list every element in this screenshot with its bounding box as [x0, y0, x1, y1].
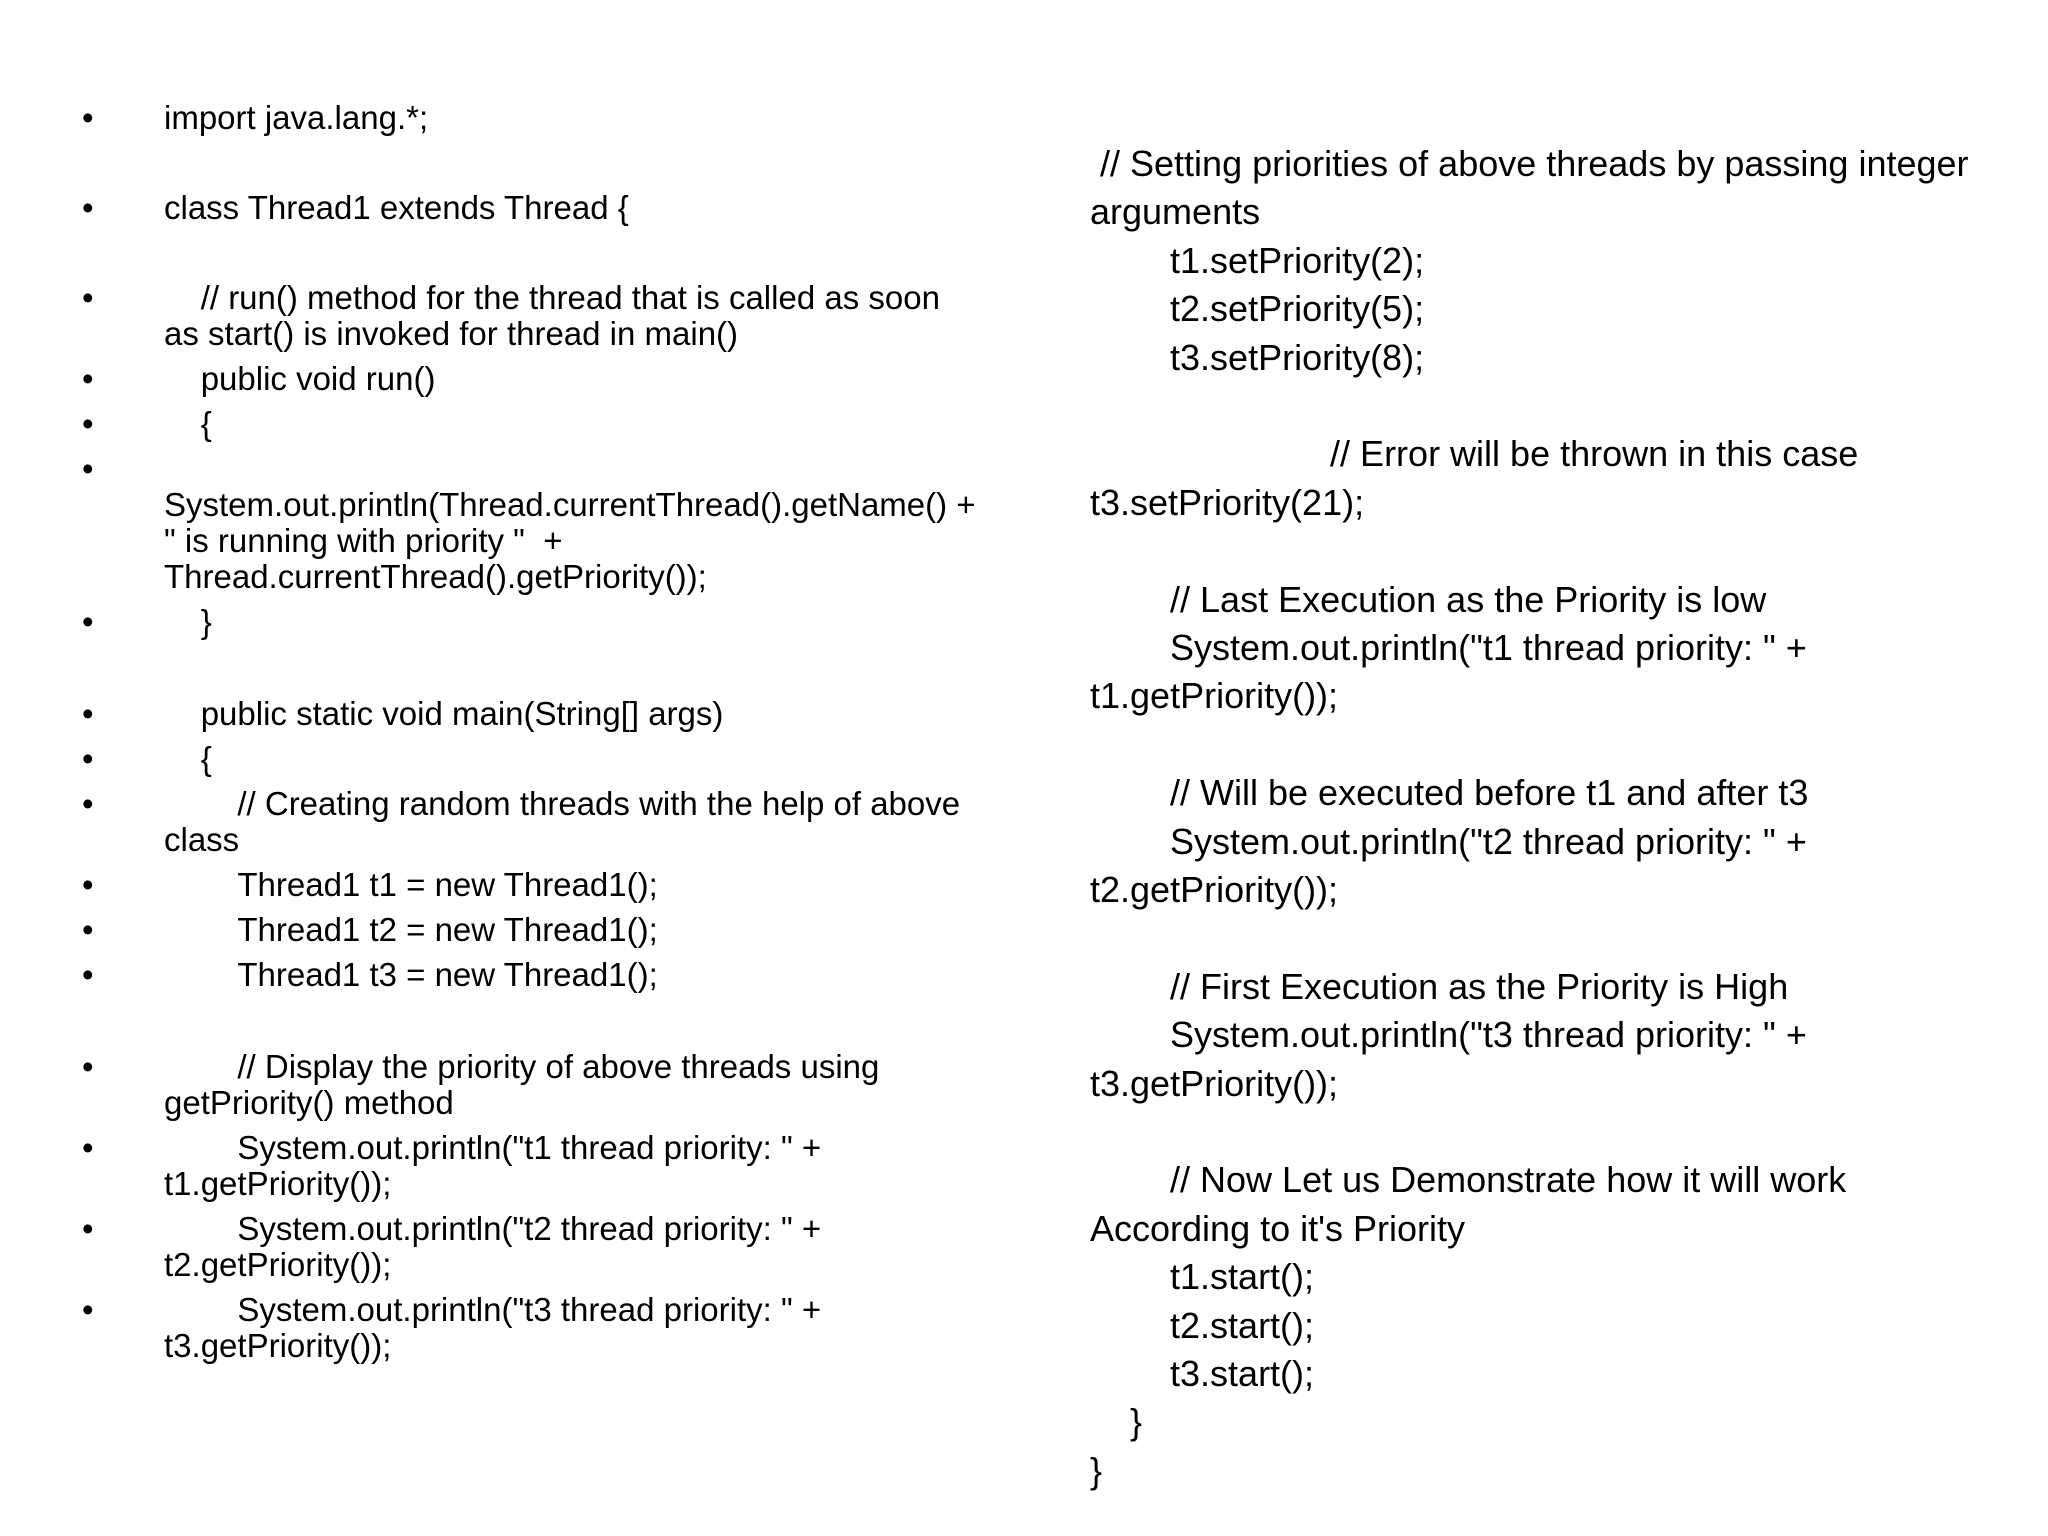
code-line-text: import java.lang.*;: [164, 99, 429, 136]
code-line-text: public void run(): [164, 360, 436, 397]
code-line: [82, 786, 982, 858]
code-line-text: Thread1 t1 = new Thread1();: [164, 866, 658, 903]
code-line: t3.start();: [1090, 1353, 1315, 1395]
code-line-text: class Thread1 extends Thread {: [164, 189, 629, 226]
bullet-icon: •: [82, 189, 94, 226]
code-line-text: System.out.println("t2 thread priority: " + t2.getPriority());: [164, 1210, 831, 1283]
bullet-icon: •: [82, 1210, 94, 1247]
code-line: t1.setPriority(2);: [1090, 239, 1425, 281]
code-line: [1090, 382, 1990, 430]
code-line: System.out.println("t1 thread priority: " + t1.getPriority());: [1090, 627, 1817, 717]
code-line: [82, 361, 982, 397]
code-line: [82, 867, 982, 903]
bullet-icon: •: [82, 405, 94, 442]
bullet-icon: •: [82, 785, 94, 822]
code-line: t1.start();: [1090, 1256, 1315, 1298]
bullet-icon: •: [82, 360, 94, 397]
code-line: [82, 957, 982, 993]
code-line: [82, 450, 985, 595]
bullet-icon: •: [82, 866, 94, 903]
code-line: t2.start();: [1090, 1304, 1315, 1346]
code-line: [82, 1211, 982, 1283]
code-line: [82, 406, 982, 442]
code-line: [1090, 1108, 1990, 1156]
code-line: [82, 280, 982, 352]
right-code-column: [1090, 140, 1990, 1495]
code-line-text: Thread1 t2 = new Thread1();: [164, 911, 658, 948]
bullet-icon: •: [82, 956, 94, 993]
left-code-column: [82, 99, 985, 1364]
code-line: System.out.println("t3 thread priority: " + t3.getPriority());: [1090, 1014, 1817, 1104]
code-line: // Setting priorities of above threads by passing integer arguments: [1090, 143, 1979, 233]
bullet-icon: •: [82, 1291, 94, 1328]
bullet-icon: •: [82, 603, 94, 640]
code-line: System.out.println("t2 thread priority: " + t2.getPriority());: [1090, 820, 1817, 911]
bullet-icon: •: [82, 450, 94, 487]
code-line: [82, 741, 982, 777]
code-line-text: System.out.println("t1 thread priority: " + t1.getPriority());: [164, 1129, 831, 1202]
code-line: [82, 1049, 982, 1121]
code-line-text: // Display the priority of above threads using getPriority() method: [164, 1048, 889, 1121]
code-line: t2.setPriority(5);: [1090, 288, 1425, 330]
code-line: [82, 696, 982, 732]
code-line: [1090, 527, 1990, 575]
bullet-icon: •: [82, 695, 94, 732]
code-line-text: Thread1 t3 = new Thread1();: [164, 956, 658, 993]
code-line-text: {: [164, 740, 212, 777]
code-line: [1090, 721, 1990, 769]
bullet-icon: •: [82, 279, 94, 316]
code-line: // Now Let us Demonstrate how it will work According to it's Priority: [1090, 1159, 1855, 1249]
code-line: // Last Execution as the Priority is low: [1090, 578, 1767, 620]
code-line: [82, 100, 982, 136]
bullet-icon: •: [82, 740, 94, 777]
code-line-text: }: [164, 603, 212, 640]
bullet-icon: •: [82, 1048, 94, 1085]
code-line: [82, 190, 982, 226]
code-line-text: public static void main(String[] args): [164, 695, 724, 732]
code-line-text: // Creating random threads with the help of above class: [164, 785, 970, 858]
code-line-text: System.out.println("t3 thread priority: " + t3.getPriority());: [164, 1291, 831, 1364]
code-line: [82, 1130, 982, 1202]
code-line: [82, 1292, 982, 1364]
code-line: }: [1090, 1401, 1143, 1443]
bullet-icon: •: [82, 911, 94, 948]
bullet-icon: •: [82, 1129, 94, 1166]
code-line: [82, 912, 982, 948]
code-line-text: // run() method for the thread that is called as soon as start() is invoked for thread in main(): [164, 279, 950, 352]
code-line: [1090, 914, 1990, 962]
code-line-text: System.out.println(Thread.currentThread().getName() + " is running with priority " + Thread.currentThread().getPriority());: [164, 450, 985, 595]
code-line: [82, 604, 982, 640]
code-line: // Will be executed before t1 and after t3: [1090, 772, 1809, 814]
code-line-text: {: [164, 405, 212, 442]
code-line: // First Execution as the Priority is High: [1090, 965, 1789, 1007]
bullet-icon: •: [82, 99, 94, 136]
code-line: // Error will be thrown in this case t3.setPriority(21);: [1090, 433, 1869, 523]
code-line: t3.setPriority(8);: [1090, 336, 1425, 378]
code-line: }: [1090, 1449, 1103, 1491]
